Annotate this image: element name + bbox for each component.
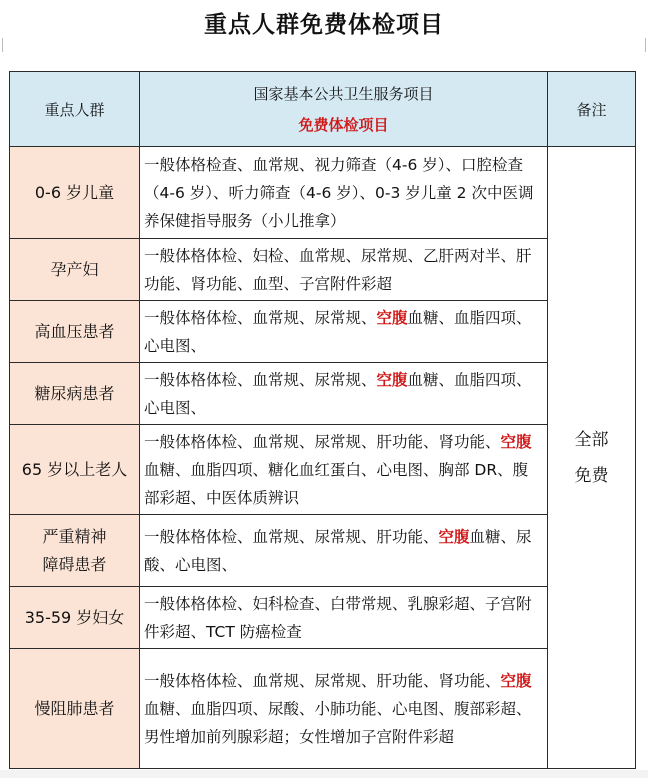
page-edge-mark-left (2, 38, 3, 52)
row-items-cell (140, 301, 548, 363)
row-items-text: 一般体格体检、妇检、血常规、尿常规、乙肝两对半、肝功能、肾功能、血型、子宫附件彩超 (144, 246, 532, 293)
row-group-cell (10, 425, 140, 515)
row-items-text: 血糖、尿酸、心电图、 (144, 527, 532, 574)
row-items-text: 一般体格体检、血常规、尿常规、 (144, 308, 377, 327)
row-items-cell (140, 515, 548, 587)
table-row (10, 649, 636, 769)
row-group-label: 65 岁以上老人 (21, 459, 128, 479)
exam-table (9, 71, 636, 769)
note-value-line2: 免费 (574, 465, 609, 486)
row-items-text: 一般体格体检、血常规、尿常规、肝功能、肾功能、 (144, 432, 501, 451)
row-items-cell (140, 425, 548, 515)
row-items-cell (140, 147, 548, 239)
fasting-highlight: 空腹 (500, 432, 532, 451)
page-title: 重点人群免费体检项目 (204, 12, 444, 38)
row-group-label: 慢阻肺患者 (34, 698, 115, 718)
row-group-cell (10, 363, 140, 425)
fasting-highlight: 空腹 (376, 308, 408, 327)
note-cell (548, 147, 636, 769)
table-row (10, 301, 636, 363)
table-row (10, 147, 636, 239)
row-group-cell (10, 239, 140, 301)
row-group-label: 严重精神 (42, 526, 107, 546)
table-row (10, 239, 636, 301)
table-row (10, 425, 636, 515)
fasting-highlight: 空腹 (376, 370, 408, 389)
page-edge-mark-right (645, 38, 646, 52)
row-items-text: 血糖、血脂四项、尿酸、小肺功能、心电图、腹部彩超、男性增加前列腺彩超；女性增加子宫附件彩超 (144, 699, 532, 746)
row-group-cell (10, 515, 140, 587)
row-group-label: 孕产妇 (50, 259, 99, 279)
header-row (10, 72, 636, 147)
footer-strip (0, 770, 648, 778)
row-items-cell (140, 649, 548, 769)
row-group-cell (10, 587, 140, 649)
table-row (10, 363, 636, 425)
header-group-cell: 重点人群 (10, 72, 140, 147)
row-group-label: 障碍患者 (42, 554, 107, 574)
header-items-title: 国家基本公共卫生服务项目 (253, 85, 434, 103)
row-items-text: 一般体格体检、血常规、尿常规、肝功能、肾功能、 (144, 671, 501, 690)
row-items-cell (140, 587, 548, 649)
row-items-cell (140, 363, 548, 425)
row-group-cell (10, 301, 140, 363)
row-items-text: 血糖、血脂四项、心电图、 (144, 308, 532, 355)
row-group-label: 35-59 岁妇女 (24, 607, 125, 627)
row-group-label: 0-6 岁儿童 (34, 182, 115, 202)
row-items-text: 一般体格体检、血常规、尿常规、肝功能、 (144, 527, 439, 546)
row-items-text: 血糖、血脂四项、糖化血红蛋白、心电图、胸部 DR、腹部彩超、中医体质辨识 (144, 460, 529, 507)
fasting-highlight: 空腹 (500, 671, 532, 690)
row-items-cell (140, 239, 548, 301)
row-items-text: 一般体格体检、血常规、尿常规、 (144, 370, 377, 389)
fasting-highlight: 空腹 (438, 527, 470, 546)
row-group-label: 高血压患者 (34, 321, 115, 341)
header-items-subtitle: 免费体检项目 (298, 116, 389, 134)
note-value-line1: 全部 (574, 429, 609, 450)
table-row (10, 587, 636, 649)
row-items-text: 一般体格体检、妇科检查、白带常规、乳腺彩超、子宫附件彩超、TCT 防癌检查 (144, 594, 532, 641)
table-row (10, 515, 636, 587)
header-items-cell (140, 72, 548, 147)
header-note-cell: 备注 (548, 72, 636, 147)
row-group-cell (10, 649, 140, 769)
row-items-text: 血糖、血脂四项、心电图、 (144, 370, 532, 417)
row-group-label: 糖尿病患者 (34, 383, 115, 403)
row-items-text: 一般体格检查、血常规、视力筛查（4-6 岁）、口腔检查（4-6 岁）、听力筛查（4-6 岁）、0-3 岁儿童 2 次中医调养保健指导服务（小儿推拿） (144, 155, 534, 230)
row-group-cell (10, 147, 140, 239)
